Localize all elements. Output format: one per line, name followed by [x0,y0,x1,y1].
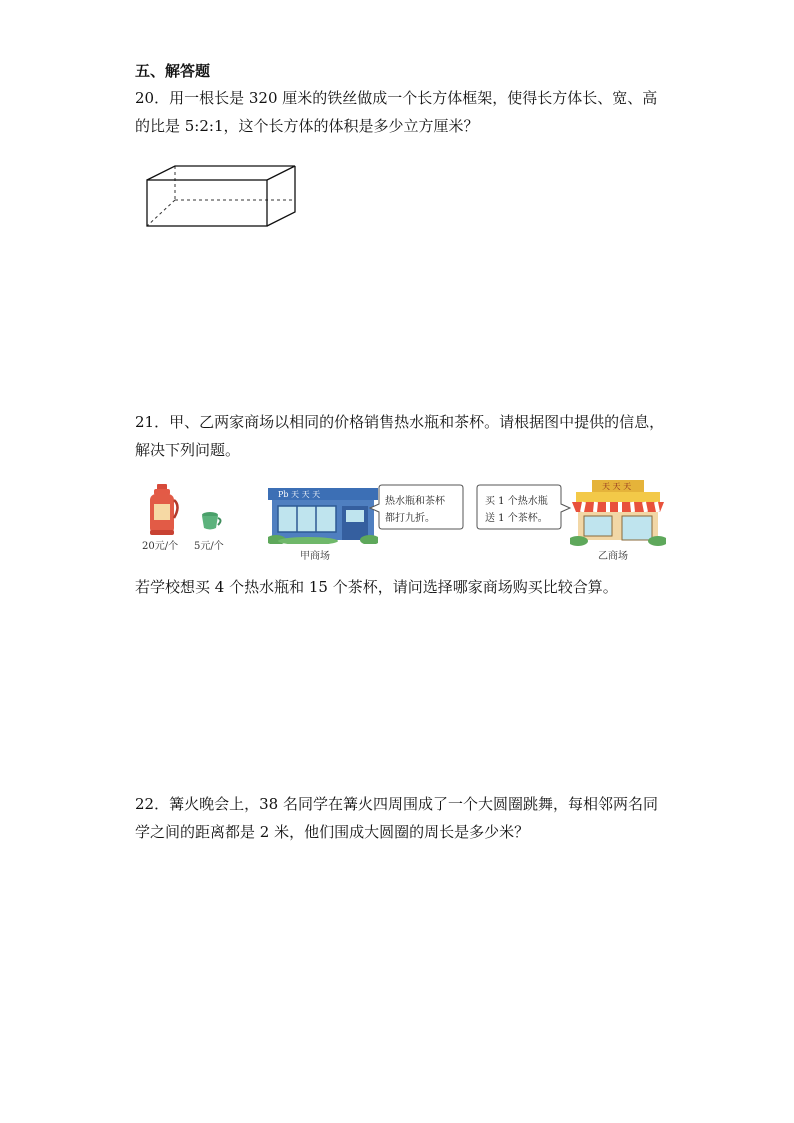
question-22-text: 22．篝火晚会上，38 名同学在篝火四周围成了一个大圆圈跳舞，每相邻两名同学之间的距离都是 2 米，他们围成大圆圈的周长是多少米？ [135,795,658,841]
store-a-bubble-line-2: 都打九折。 [385,513,435,524]
svg-text:天 天 天: 天 天 天 [602,482,632,491]
store-b-building [570,480,666,546]
thermos-icon [145,484,181,536]
store-b-speech-bubble [474,482,574,532]
question-21-subquestion: 若学校想买 4 个热水瓶和 15 个茶杯，请问选择哪家商场购买比较合算。 [135,578,618,596]
store-a-label: 甲商场 [300,551,330,562]
question-20-text: 20．用一根长是 320 厘米的铁丝做成一个长方体框架，使得长方体长、宽、高的比是 5:2:1，这个长方体的体积是多少立方厘米？ [135,89,658,135]
store-a-speech-bubble [366,482,466,532]
svg-text:Pb 天 天 天: Pb 天 天 天 [278,490,321,499]
thermos-price: 20元/个 [142,541,179,552]
store-b-bubble-line-2: 送 1 个茶杯。 [485,513,548,524]
cup-icon [200,510,222,532]
section-title: 五、解答题 [135,62,211,80]
store-illustration [140,480,670,560]
store-b-label: 乙商场 [598,551,628,562]
store-b-bubble-line-1: 买 1 个热水瓶 [485,496,548,507]
store-a-bubble-line-1: 热水瓶和茶杯 [385,496,445,507]
store-a-building [268,484,378,544]
cup-price: 5元/个 [194,541,224,552]
cuboid-figure [145,164,297,228]
question-21-text: 21．甲、乙两家商场以相同的价格销售热水瓶和茶杯。请根据图中提供的信息，解决下列问题。 [135,413,665,459]
